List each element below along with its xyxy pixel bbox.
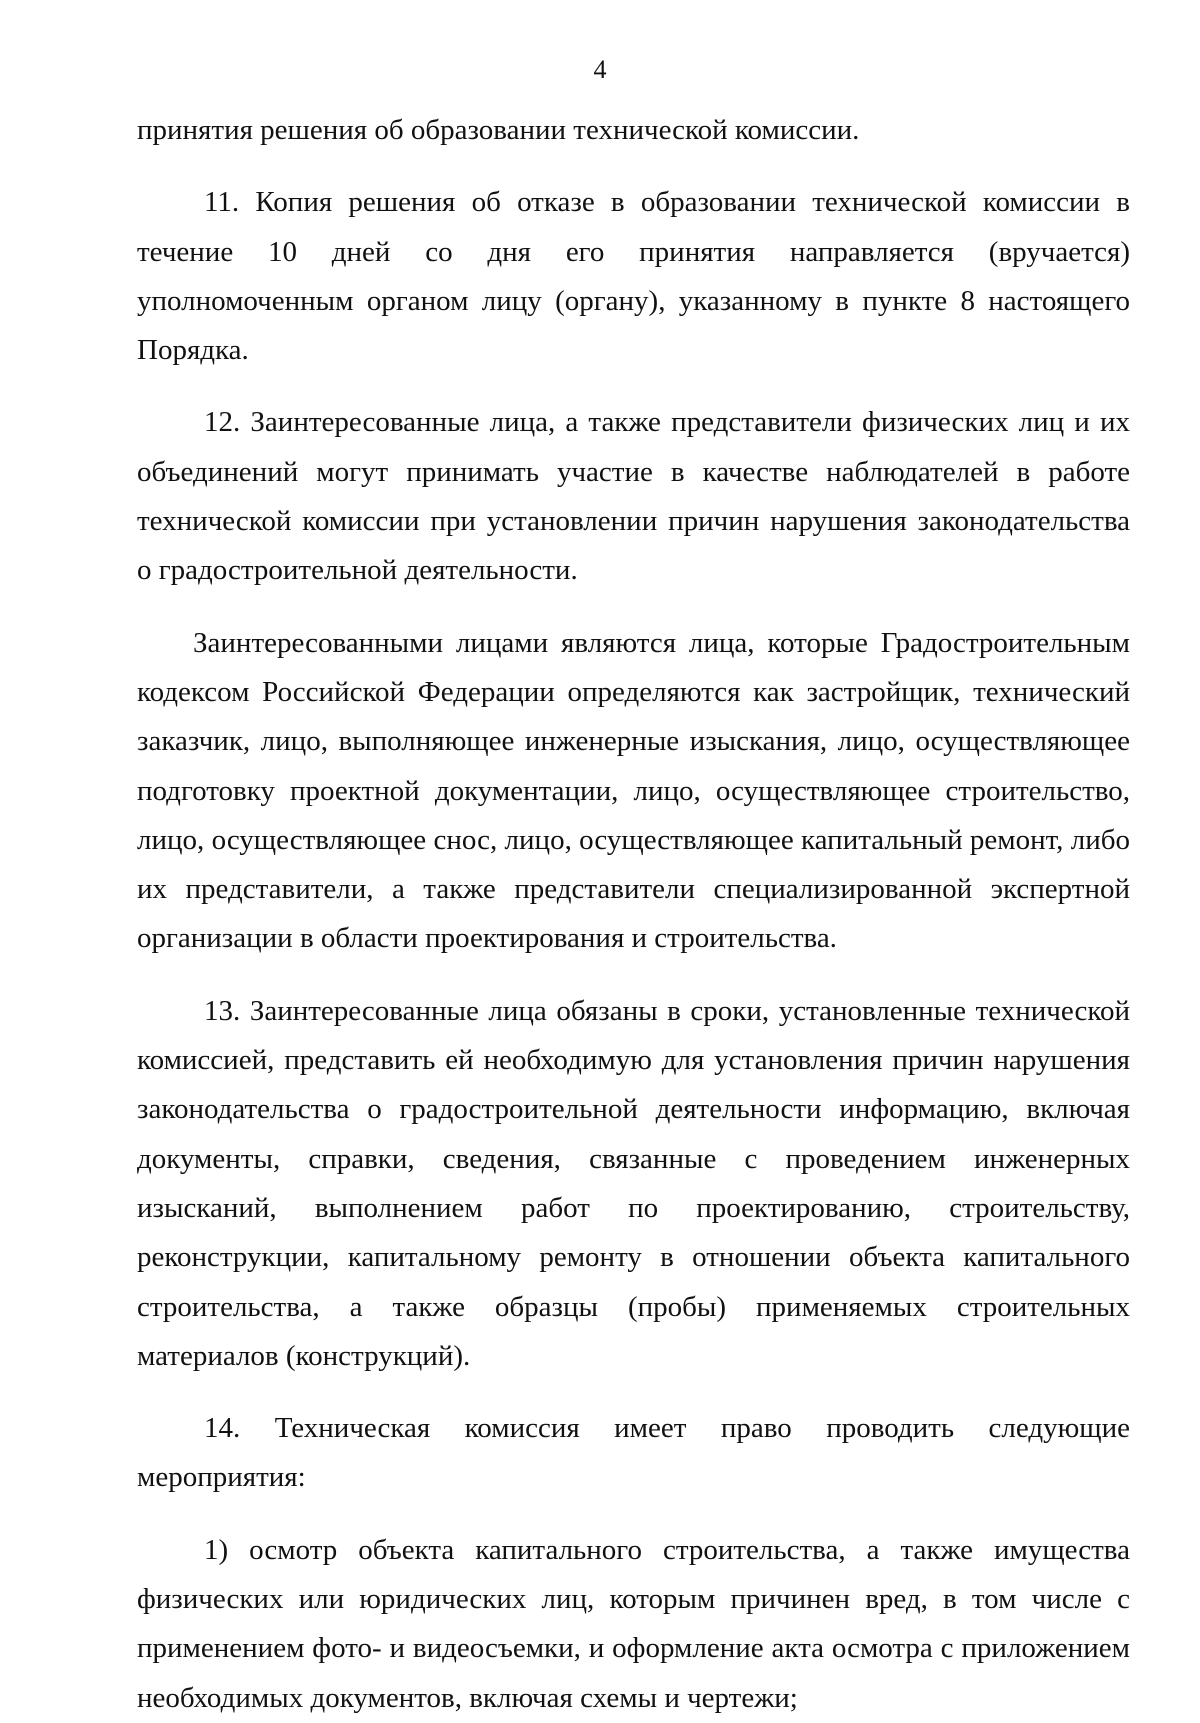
paragraph-item-13: 13. Заинтересованные лица обязаны в сроки, установленные технической комиссией, представить ей необходимую для установления причин нарушения законодательства о градостроительной деятельности информацию, включая документы, справки, сведения, связанные с проведением инженерных изысканий, выполнением работ по проектированию, строительству, реконструкции, капитальному ремонту в отношении объекта капитального строительства, а также образцы (пробы) применяемых строительных материалов (конструкций). bbox=[137, 994, 1130, 1372]
paragraph-continuation: принятия решения об образовании технической комиссии. bbox=[137, 114, 860, 146]
paragraph-subitem-1: 1) осмотр объекта капитального строительства, а также имущества физических или юридических лиц, которым причинен вред, в том числе с применением фото- и видеосъемки, и оформление акта осмотра с приложением необходимых документов, включая схемы и чертежи; bbox=[137, 1533, 1130, 1714]
paragraph-item-11: 11. Копия решения об отказе в образовании технической комиссии в течение 10 дней со дня его принятия направляется (вручается) уполномоченным органом лицу (органу), указанному в пункте 8 настоящего Порядка. bbox=[137, 186, 1130, 367]
document-body bbox=[137, 106, 1130, 1723]
page-number: 4 bbox=[593, 55, 607, 84]
paragraph-item-14: 14. Техническая комиссия имеет право проводить следующие мероприятия: bbox=[137, 1412, 1130, 1494]
paragraph-item-12: 12. Заинтересованные лица, а также представители физических лиц и их объединений могут принимать участие в качестве наблюдателей в работе технической комиссии при установлении причин нарушения законодательства о градостроительной деятельности. bbox=[137, 406, 1130, 587]
paragraph-interested-persons: Заинтересованными лицами являются лица, которые Градостроительным кодексом Российской Федерации определяются как застройщик, технический заказчик, лицо, выполняющее инженерные изыскания, лицо, осуществляющее подготовку проектной документации, лицо, осуществляющее строительство, лицо, осуществляющее снос, лицо, осуществляющее капитальный ремонт, либо их представители, а также представители специализированной экспертной организации в области проектирования и строительства. bbox=[137, 626, 1130, 955]
